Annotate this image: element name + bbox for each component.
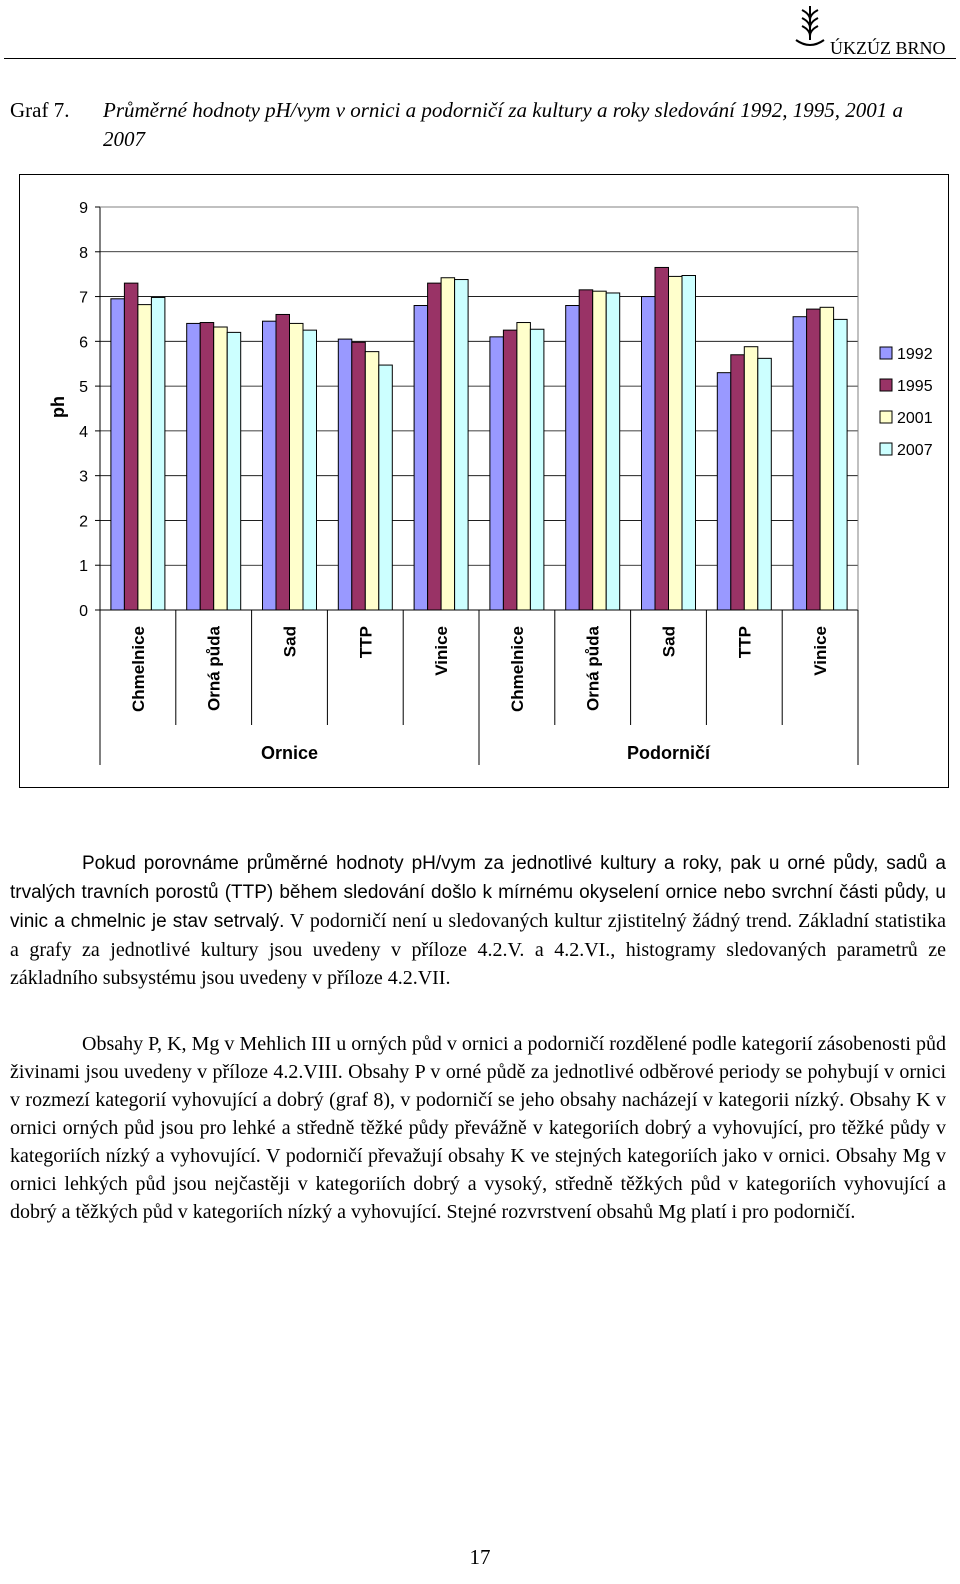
y-tick-label-8: 8: [79, 244, 88, 262]
header-rule: [4, 58, 956, 59]
bar-2007-2: [227, 332, 241, 610]
bar-2001-2: [214, 327, 228, 610]
bar-1992-4: [338, 339, 352, 610]
bar-1995-9: [731, 355, 745, 610]
ukzuz-logo: [782, 0, 952, 60]
x-category-label-6: Chmelnice: [507, 626, 527, 712]
legend-swatch-1992: [880, 347, 892, 359]
paragraph-2-text: Obsahy P, K, Mg v Mehlich III u orných půd v ornici a podorničí rozdělené podle kategorií zásobenosti půd živinami jsou uvedeny v příloze 4.2.VIII. Obsahy P v orné půdě za jednotlivé odběrové periody se pohybují v ornici v rozmezí kategorií vyhovující a dobrý (graf 8), v podorničí se jeho obsahy nacházejí v kategorii nízký. Obsahy K v ornici orných půd jsou pro lehké a středně těžké půdy převážně v kategoriích dobrý a vyhovující, pro těžké půdy v kategoriích nízký a vyhovující. V podorničí převažují obsahy K ve stejných kategoriích jako v ornici. Obsahy Mg v ornici lehkých půd jsou nejčastěji v kategoriích dobrý a vysoký, středně těžkých půd v kategoriích vyhovující a dobrý a těžkých půd v kategoriích nízký a vyhovující. Stejné rozvrstvení obsahů Mg platí i pro podorničí.: [10, 1033, 946, 1223]
legend-label-2001: 2001: [897, 410, 933, 427]
bar-2007-10: [834, 319, 848, 610]
y-tick-label-4: 4: [79, 423, 88, 441]
bar-1992-9: [717, 373, 731, 610]
bar-1995-2: [200, 323, 214, 610]
bar-1992-2: [187, 323, 201, 610]
y-axis-title: ph: [48, 396, 68, 418]
bar-2007-1: [151, 297, 165, 610]
bar-1995-6: [503, 330, 517, 610]
x-category-label-4: TTP: [356, 626, 376, 659]
bar-2007-3: [303, 330, 317, 610]
x-group-label-1: Ornice: [260, 743, 319, 763]
bar-1995-7: [579, 290, 593, 610]
y-tick-label-0: 0: [79, 603, 88, 620]
x-category-label-2: Orná půda: [204, 626, 224, 712]
paragraph-1-sans: Pokud porovnáme průměrné hodnoty pH/vym za jednotlivé kultury a roky, pak u orné půdy, sadů a trvalých travních porostů (TTP) během sledování došlo k mírnému okyselení ornice nebo svrchní části půdy, u vinic a chmelnic je stav setrvalý.: [10, 853, 946, 932]
x-category-label-1: Chmelnice: [128, 626, 148, 712]
bar-1992-1: [111, 299, 125, 610]
bar-1992-5: [414, 306, 428, 610]
chart-frame: [19, 174, 949, 788]
bar-1995-4: [352, 342, 366, 610]
bar-2001-3: [290, 323, 304, 610]
bar-2007-6: [530, 329, 544, 610]
bar-1992-3: [263, 321, 277, 610]
legend: [880, 346, 933, 459]
bar-1995-1: [124, 283, 137, 610]
bar-2001-1: [138, 305, 152, 610]
bar-1992-8: [642, 297, 656, 610]
bar-2001-9: [744, 347, 758, 610]
legend-label-2007: 2007: [897, 442, 933, 459]
x-category-label-10: Vinice: [811, 626, 831, 676]
x-category-label-7: Orná půda: [583, 626, 603, 712]
logo-text: ÚKZÚZ BRNO: [830, 38, 946, 58]
y-tick-label-2: 2: [79, 513, 88, 531]
x-group-label-2: Podorničí: [626, 743, 711, 763]
x-category-label-5: Vinice: [432, 626, 452, 676]
bar-2001-10: [820, 307, 834, 610]
bar-1992-10: [793, 317, 807, 610]
paragraph-2: [10, 1030, 946, 1226]
bar-2001-8: [669, 276, 683, 610]
bar-2001-7: [593, 291, 607, 610]
bar-1992-7: [566, 306, 580, 610]
legend-swatch-1995: [880, 379, 892, 391]
y-tick-label-3: 3: [79, 468, 88, 486]
wheat-emblem-icon: [782, 0, 952, 60]
bar-2007-4: [379, 365, 393, 610]
y-tick-label-9: 9: [79, 200, 88, 217]
bar-1995-8: [655, 267, 669, 610]
x-category-label-3: Sad: [280, 626, 300, 658]
bar-1995-10: [807, 309, 821, 610]
bar-chart: [20, 175, 948, 787]
bar-2001-6: [517, 323, 531, 610]
bar-1995-3: [276, 314, 290, 610]
legend-swatch-2007: [880, 443, 892, 455]
bar-2001-4: [365, 352, 379, 610]
caption-label: Graf 7.: [10, 98, 70, 122]
bar-1992-6: [490, 337, 504, 610]
bar-2001-5: [441, 278, 455, 610]
caption-title: Průměrné hodnoty pH/vym v ornici a podorničí za kultury a roky sledování 1992, 1995, 2001 a 2007: [103, 98, 904, 151]
bar-2007-7: [606, 293, 620, 610]
bar-2007-5: [455, 280, 469, 610]
legend-label-1995: 1995: [897, 378, 933, 395]
x-category-label-9: TTP: [735, 626, 755, 659]
page-number: 17: [469, 1545, 491, 1569]
y-tick-labels: [79, 200, 100, 620]
bar-2007-9: [758, 358, 772, 610]
paragraph-1: [10, 849, 946, 992]
bar-2007-8: [682, 276, 696, 610]
y-tick-label-7: 7: [79, 289, 88, 307]
legend-swatch-2001: [880, 411, 892, 423]
y-tick-label-1: 1: [79, 558, 88, 576]
y-tick-label-6: 6: [79, 334, 88, 352]
x-category-label-8: Sad: [659, 626, 679, 658]
legend-label-1992: 1992: [897, 346, 933, 363]
y-tick-label-5: 5: [79, 379, 88, 397]
bar-1995-5: [428, 283, 442, 610]
paragraph-1-serif: V podorničí není u sledovaných kultur zjistitelný žádný trend. Základní statistika a grafy za jednotlivé kultury jsou uvedeny v příloze 4.2.V. a 4.2.VI., histogramy sledovaných parametrů ze základního subsystému jsou uvedeny v příloze 4.2.VII.: [10, 910, 946, 989]
